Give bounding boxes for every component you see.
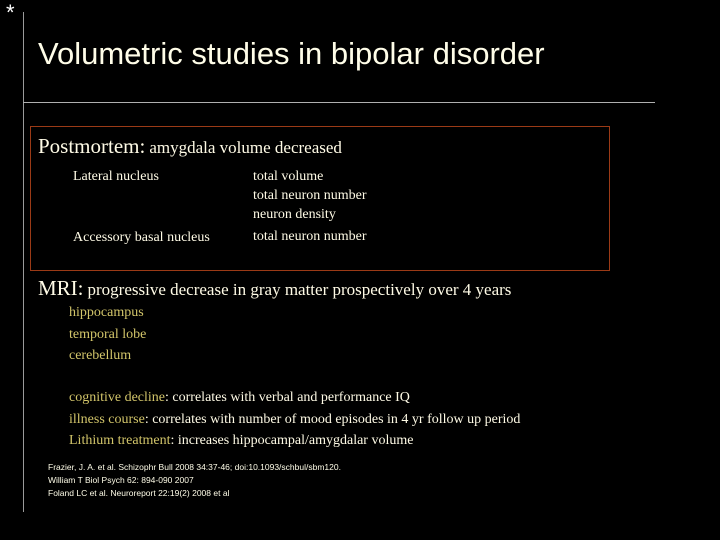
measure-item: total neuron number bbox=[253, 229, 367, 244]
finding-term: cognitive decline bbox=[69, 390, 166, 405]
finding-sep: : bbox=[165, 390, 169, 405]
finding-text: increases hippocampal/amygdalar volume bbox=[174, 433, 414, 448]
postmortem-label: Postmortem: bbox=[38, 134, 146, 158]
reference-item: Foland LC et al. Neuroreport 22:19(2) 2008 et al bbox=[48, 488, 230, 498]
mri-label: MRI: bbox=[38, 276, 84, 300]
postmortem-measures bbox=[253, 167, 367, 246]
reference-item: Frazier, J. A. et al. Schizophr Bull 2008 34:37-46; doi:10.1093/schbul/sbm120. bbox=[48, 462, 341, 472]
mri-region-item: cerebellum bbox=[69, 348, 132, 363]
mri-region-list bbox=[69, 302, 146, 367]
finding-term: illness course bbox=[69, 411, 145, 427]
mri-region-item: temporal lobe bbox=[69, 326, 147, 342]
finding-sep: : bbox=[170, 433, 175, 448]
reference-item: William T Biol Psych 62: 894-090 2007 bbox=[48, 475, 194, 485]
asterisk-bullet: * bbox=[6, 0, 15, 25]
finding-text: correlates with verbal and performance IQ bbox=[168, 390, 410, 405]
mri-finding: progressive decrease in gray matter prospectively over 4 years bbox=[87, 280, 512, 299]
finding-text: correlates with number of mood episodes in 4 yr follow up period bbox=[148, 411, 521, 427]
title-divider bbox=[23, 102, 655, 103]
finding-item bbox=[69, 387, 520, 409]
postmortem-heading bbox=[38, 134, 342, 159]
vertical-rule bbox=[23, 12, 24, 512]
mri-region-item: hippocampus bbox=[69, 305, 144, 320]
postmortem-region-accessory-basal: Accessory basal nucleus bbox=[73, 230, 210, 245]
mri-heading bbox=[38, 276, 511, 301]
finding-item bbox=[69, 430, 520, 452]
postmortem-region-lateral: Lateral nucleus bbox=[73, 169, 159, 184]
measure-item: total neuron number bbox=[253, 188, 367, 203]
findings-list bbox=[69, 387, 520, 452]
measure-item: total volume bbox=[253, 169, 324, 184]
finding-sep: : bbox=[144, 411, 149, 427]
postmortem-finding: amygdala volume decreased bbox=[149, 138, 342, 157]
finding-term: Lithium treatment bbox=[69, 433, 171, 448]
slide-title: Volumetric studies in bipolar disorder bbox=[38, 36, 545, 71]
measure-item: neuron density bbox=[253, 207, 336, 222]
finding-item bbox=[69, 409, 520, 431]
references bbox=[48, 461, 341, 500]
